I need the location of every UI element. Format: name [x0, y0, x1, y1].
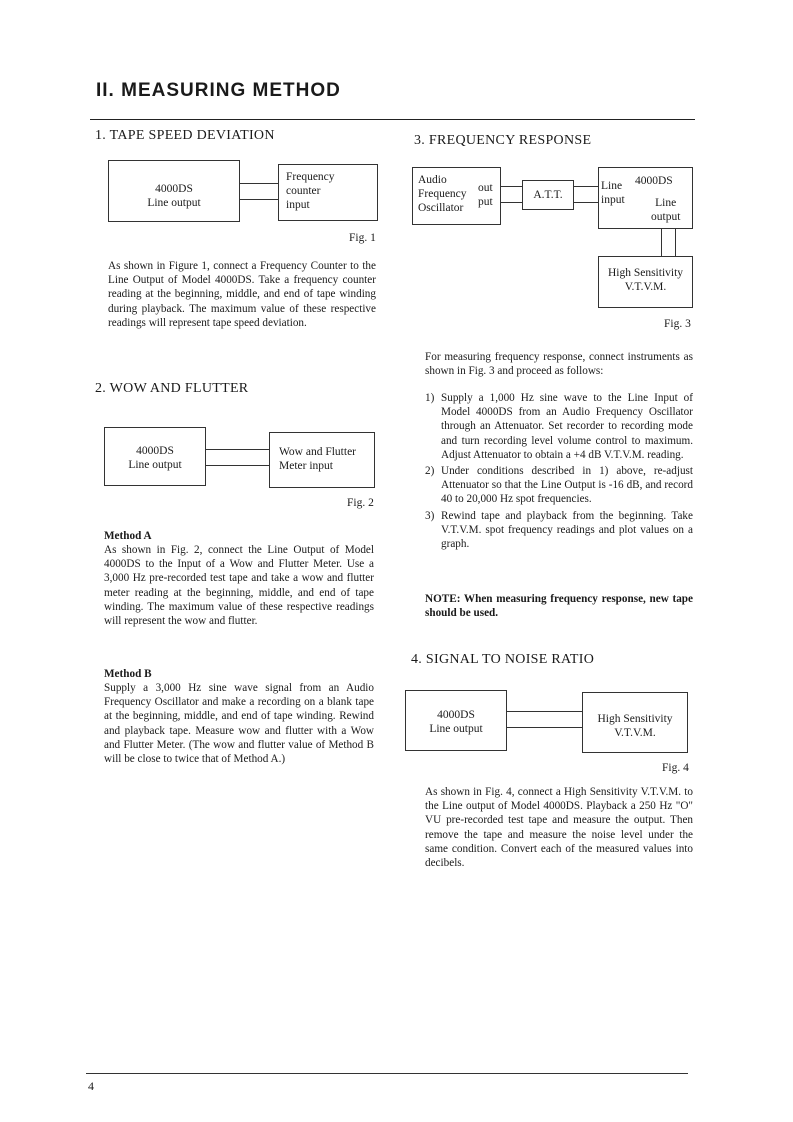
fig1-counter-label: Frequency counter input [286, 171, 335, 211]
method-b-text: Supply a 3,000 Hz sine wave signal from an Audio Frequency Oscillator and make a recording on a blank tape at the beginning, middle, and end of tape winding. Rewind and playback tape. Measure wow and flutter with a Wow and Flutter Meter. (The wow and flutter value of Method B will be close to twice that of Method A.) [104, 682, 374, 766]
fig2-meter-box [269, 432, 375, 488]
method-a-text: As shown in Fig. 2, connect the Line Output of Model 4000DS to the Input of a Wow and Flutter Meter. Use a 3,000 Hz pre-recorded test tape and take a wow and flutter meter reading at the beginning, middle, and end of tape winding. The maximum value of these respective readings will represent the wow and flutter. [104, 544, 374, 628]
fig3-wire-osc-bottom [500, 202, 522, 203]
section-3-steps [425, 391, 693, 553]
fig1-deck-label: 4000DS Line output [147, 183, 201, 209]
fig1-deck-box [108, 160, 240, 222]
title-rule [90, 119, 695, 120]
fig1-wire-bottom [239, 199, 278, 200]
fig1-counter-box [278, 164, 378, 221]
fig3-oscillator-out-label: out put [478, 182, 493, 208]
fig3-oscillator-label: Audio Frequency Oscillator [418, 174, 467, 214]
fig4-wire-bottom [506, 727, 582, 728]
fig4-caption: Fig. 4 [662, 762, 689, 774]
fig3-attenuator-box [522, 180, 574, 210]
section-3-intro: For measuring frequency response, connect instruments as shown in Fig. 3 and proceed as follows: [425, 351, 693, 378]
fig3-line-input-label: Line input [601, 180, 625, 206]
footer-rule [86, 1073, 688, 1074]
fig4-deck-label: 4000DS Line output [429, 709, 483, 735]
fig1-caption: Fig. 1 [349, 232, 376, 244]
fig3-wire-deck-left [661, 228, 662, 256]
section-3-note: NOTE: When measuring frequency response, new tape should be used. [425, 593, 693, 620]
fig3-attenuator-label: A.T.T. [533, 189, 563, 201]
fig3-wire-deck-right [675, 228, 676, 256]
fig4-vtvm-box [582, 692, 688, 753]
page-title: II. MEASURING METHOD [96, 80, 341, 101]
fig3-deck-box [598, 167, 693, 229]
fig4-wire-top [506, 711, 582, 712]
page-number: 4 [88, 1079, 94, 1093]
section-1-heading: 1. TAPE SPEED DEVIATION [95, 128, 275, 143]
fig3-line-output-label: Line output [651, 197, 681, 223]
fig3-vtvm-label: High Sensitivity V.T.V.M. [607, 267, 684, 293]
fig3-vtvm-box [598, 256, 693, 308]
fig2-caption: Fig. 2 [347, 497, 374, 509]
fig1-wire-top [239, 183, 278, 184]
fig2-deck-box [104, 427, 206, 486]
fig3-deck-title: 4000DS [635, 175, 673, 187]
section-1-text: As shown in Figure 1, connect a Frequency Counter to the Line Output of Model 4000DS. Take a frequency counter reading at the beginning, middle, and end of tape winding during playback. The maximum value of these respective readings will represent tape speed deviation. [108, 260, 376, 329]
step-3: 3) Rewind tape and playback from the beginning. Take V.T.V.M. spot frequency readings and plot values on a graph. [425, 509, 693, 551]
fig4-vtvm-label: High Sensitivity V.T.V.M. [597, 713, 673, 739]
fig3-wire-att-bottom [573, 202, 598, 203]
fig3-oscillator-box [412, 167, 501, 225]
method-a-title: Method A [104, 530, 152, 542]
fig2-wire-bottom [205, 465, 269, 466]
section-2-heading: 2. WOW AND FLUTTER [95, 381, 249, 396]
fig3-wire-osc-top [500, 186, 522, 187]
fig2-meter-label: Wow and Flutter Meter input [279, 446, 357, 472]
section-3-heading: 3. FREQUENCY RESPONSE [414, 133, 592, 148]
section-4-heading: 4. SIGNAL TO NOISE RATIO [411, 652, 595, 667]
method-b-title: Method B [104, 668, 152, 680]
fig2-deck-label: 4000DS Line output [128, 445, 182, 471]
section-4-text: As shown in Fig. 4, connect a High Sensitivity V.T.V.M. to the Line output of Model 4000DS. Playback a 250 Hz "O" VU pre-recorded test tape and measure the output. Then remove the tape and measure the noise level under the same condition. Convert each of the measured values into decibels. [425, 786, 693, 870]
step-1: 1) Supply a 1,000 Hz sine wave to the Line Input of Model 4000DS from an Audio Frequency Oscillator through an Attenuator. Set recorder to recording mode and turn recording level volume control to maximum. Adjust Attenuator to obtain a +4 dB V.T.V.M. reading. [425, 392, 693, 461]
fig3-caption: Fig. 3 [664, 318, 691, 330]
fig2-wire-top [205, 449, 269, 450]
fig3-wire-att-top [573, 186, 598, 187]
step-2: 2) Under conditions described in 1) above, re-adjust Attenuator so that the Line Output is -16 dB, and record 40 to 20,000 Hz spot frequencies. [425, 465, 693, 506]
fig4-deck-box [405, 690, 507, 751]
